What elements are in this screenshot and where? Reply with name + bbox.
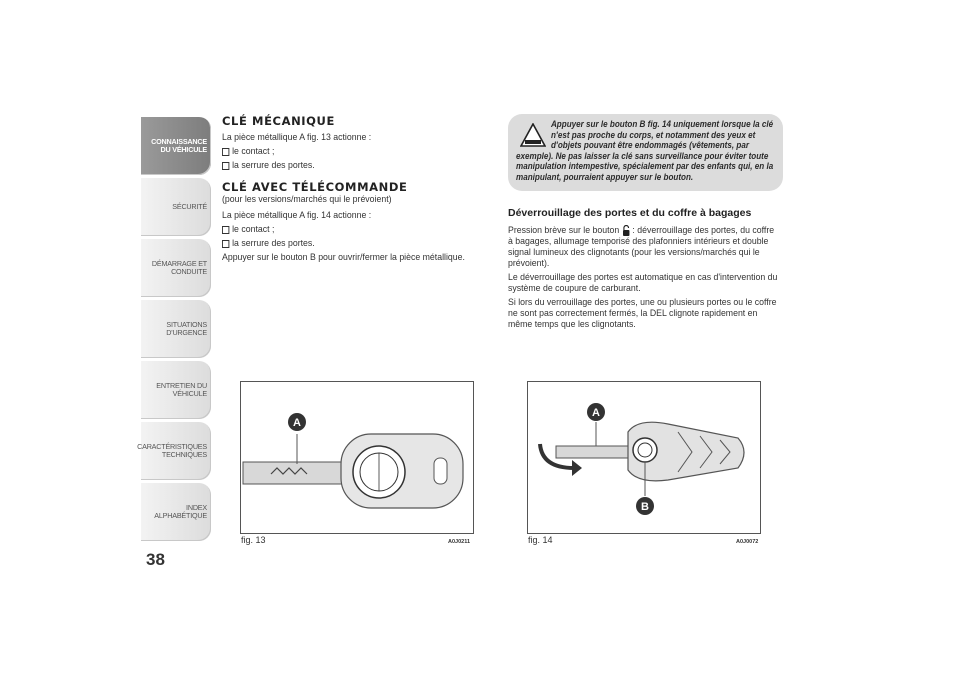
checkbox-bullet-icon (222, 226, 229, 234)
tab-demarrage-conduite[interactable] (141, 239, 211, 297)
tab-caracteristiques-techniques[interactable] (137, 422, 211, 480)
checkbox-bullet-icon (222, 240, 229, 248)
paragraph: Appuyer sur le bouton B pour ouvrir/fermer la pièce métallique. (222, 252, 465, 263)
tab-label: INDEX ALPHABÉTIQUE (154, 502, 207, 520)
paragraph: La pièce métallique A fig. 14 actionne : (222, 210, 372, 221)
paragraph: La pièce métallique A fig. 13 actionne : (222, 132, 372, 143)
label-a: A (592, 407, 600, 419)
bullet-item: la serrure des portes. (222, 238, 480, 249)
paragraph: Pression brève sur le bouton : déverrouillage des portes, du coffre à bagages, allumage temporisé des plafonniers intérieurs et double signal lumineux des clignotants (pour les versions/marchés qui le prévoient). (508, 225, 775, 270)
right-column (508, 114, 783, 333)
figure-code: A0J0211 (448, 539, 471, 545)
bullet-item: le contact ; (222, 146, 480, 157)
paragraph: Le déverrouillage des portes est automatique en cas d'intervention du système de coupure de carburant. (508, 272, 778, 295)
figure-caption: fig. 13 (241, 535, 266, 545)
unlock-button-icon (622, 225, 630, 236)
checkbox-bullet-icon (222, 162, 229, 170)
tab-label: ENTRETIEN DU VÉHICULE (156, 380, 207, 398)
tab-label: DÉMARRAGE ET CONDUITE (151, 258, 207, 276)
section-title-cle-telecommande: CLÉ AVEC TÉLÉCOMMANDE (222, 180, 408, 194)
tab-index-alphabetique[interactable] (141, 483, 211, 541)
paragraph: Si lors du verrouillage des portes, une ou plusieurs portes ou le coffre ne sont pas correctement fermés, la DEL clignote rapidement en même temps que les clignotants. (508, 297, 777, 331)
figure-caption: fig. 14 (528, 535, 553, 545)
tab-securite[interactable] (141, 178, 211, 236)
chapter-sidebar (137, 117, 211, 544)
figure-code: A0J0072 (736, 539, 759, 545)
tab-label: SÉCURITÉ (172, 201, 207, 211)
paragraph: (pour les versions/marchés qui le prévoient) (222, 194, 392, 205)
bullet-item: le contact ; (222, 224, 480, 235)
remote-key-illustration (528, 382, 760, 533)
tab-label: SITUATIONS D'URGENCE (166, 319, 207, 337)
mechanical-key-illustration (241, 382, 473, 533)
page-number: 38 (146, 550, 165, 569)
label-a: A (293, 417, 301, 429)
tab-situations-urgence[interactable] (141, 300, 211, 358)
label-b: B (641, 501, 649, 513)
figure-13 (240, 381, 474, 534)
tab-entretien-vehicule[interactable] (141, 361, 211, 419)
bullet-item: la serrure des portes. (222, 160, 480, 171)
section-title-cle-mecanique: CLÉ MÉCANIQUE (222, 114, 335, 128)
left-column (222, 114, 482, 266)
warning-box (508, 114, 783, 191)
tab-label: CONNAISSANCE DU VÉHICULE (151, 136, 207, 154)
section-title-deverrouillage: Déverrouillage des portes et du coffre à bagages (508, 207, 752, 219)
checkbox-bullet-icon (222, 148, 229, 156)
figure-14 (527, 381, 761, 534)
tab-label: CARACTÉRISTIQUES TECHNIQUES (137, 441, 207, 459)
tab-connaissance-vehicule[interactable] (141, 117, 211, 175)
warning-text: Appuyer sur le bouton B fig. 14 uniquement lorsque la clé n'est pas proche du corps, et notamment des yeux et d'objets pouvant être endommagés (vêtements, par exemple). Ne pas laisser la clé sans surveillance pour éviter toute manipulation intempestive, spécialement par des enfants qui, en la manipulant, pourraient appuyer sur le bouton. (516, 119, 774, 182)
